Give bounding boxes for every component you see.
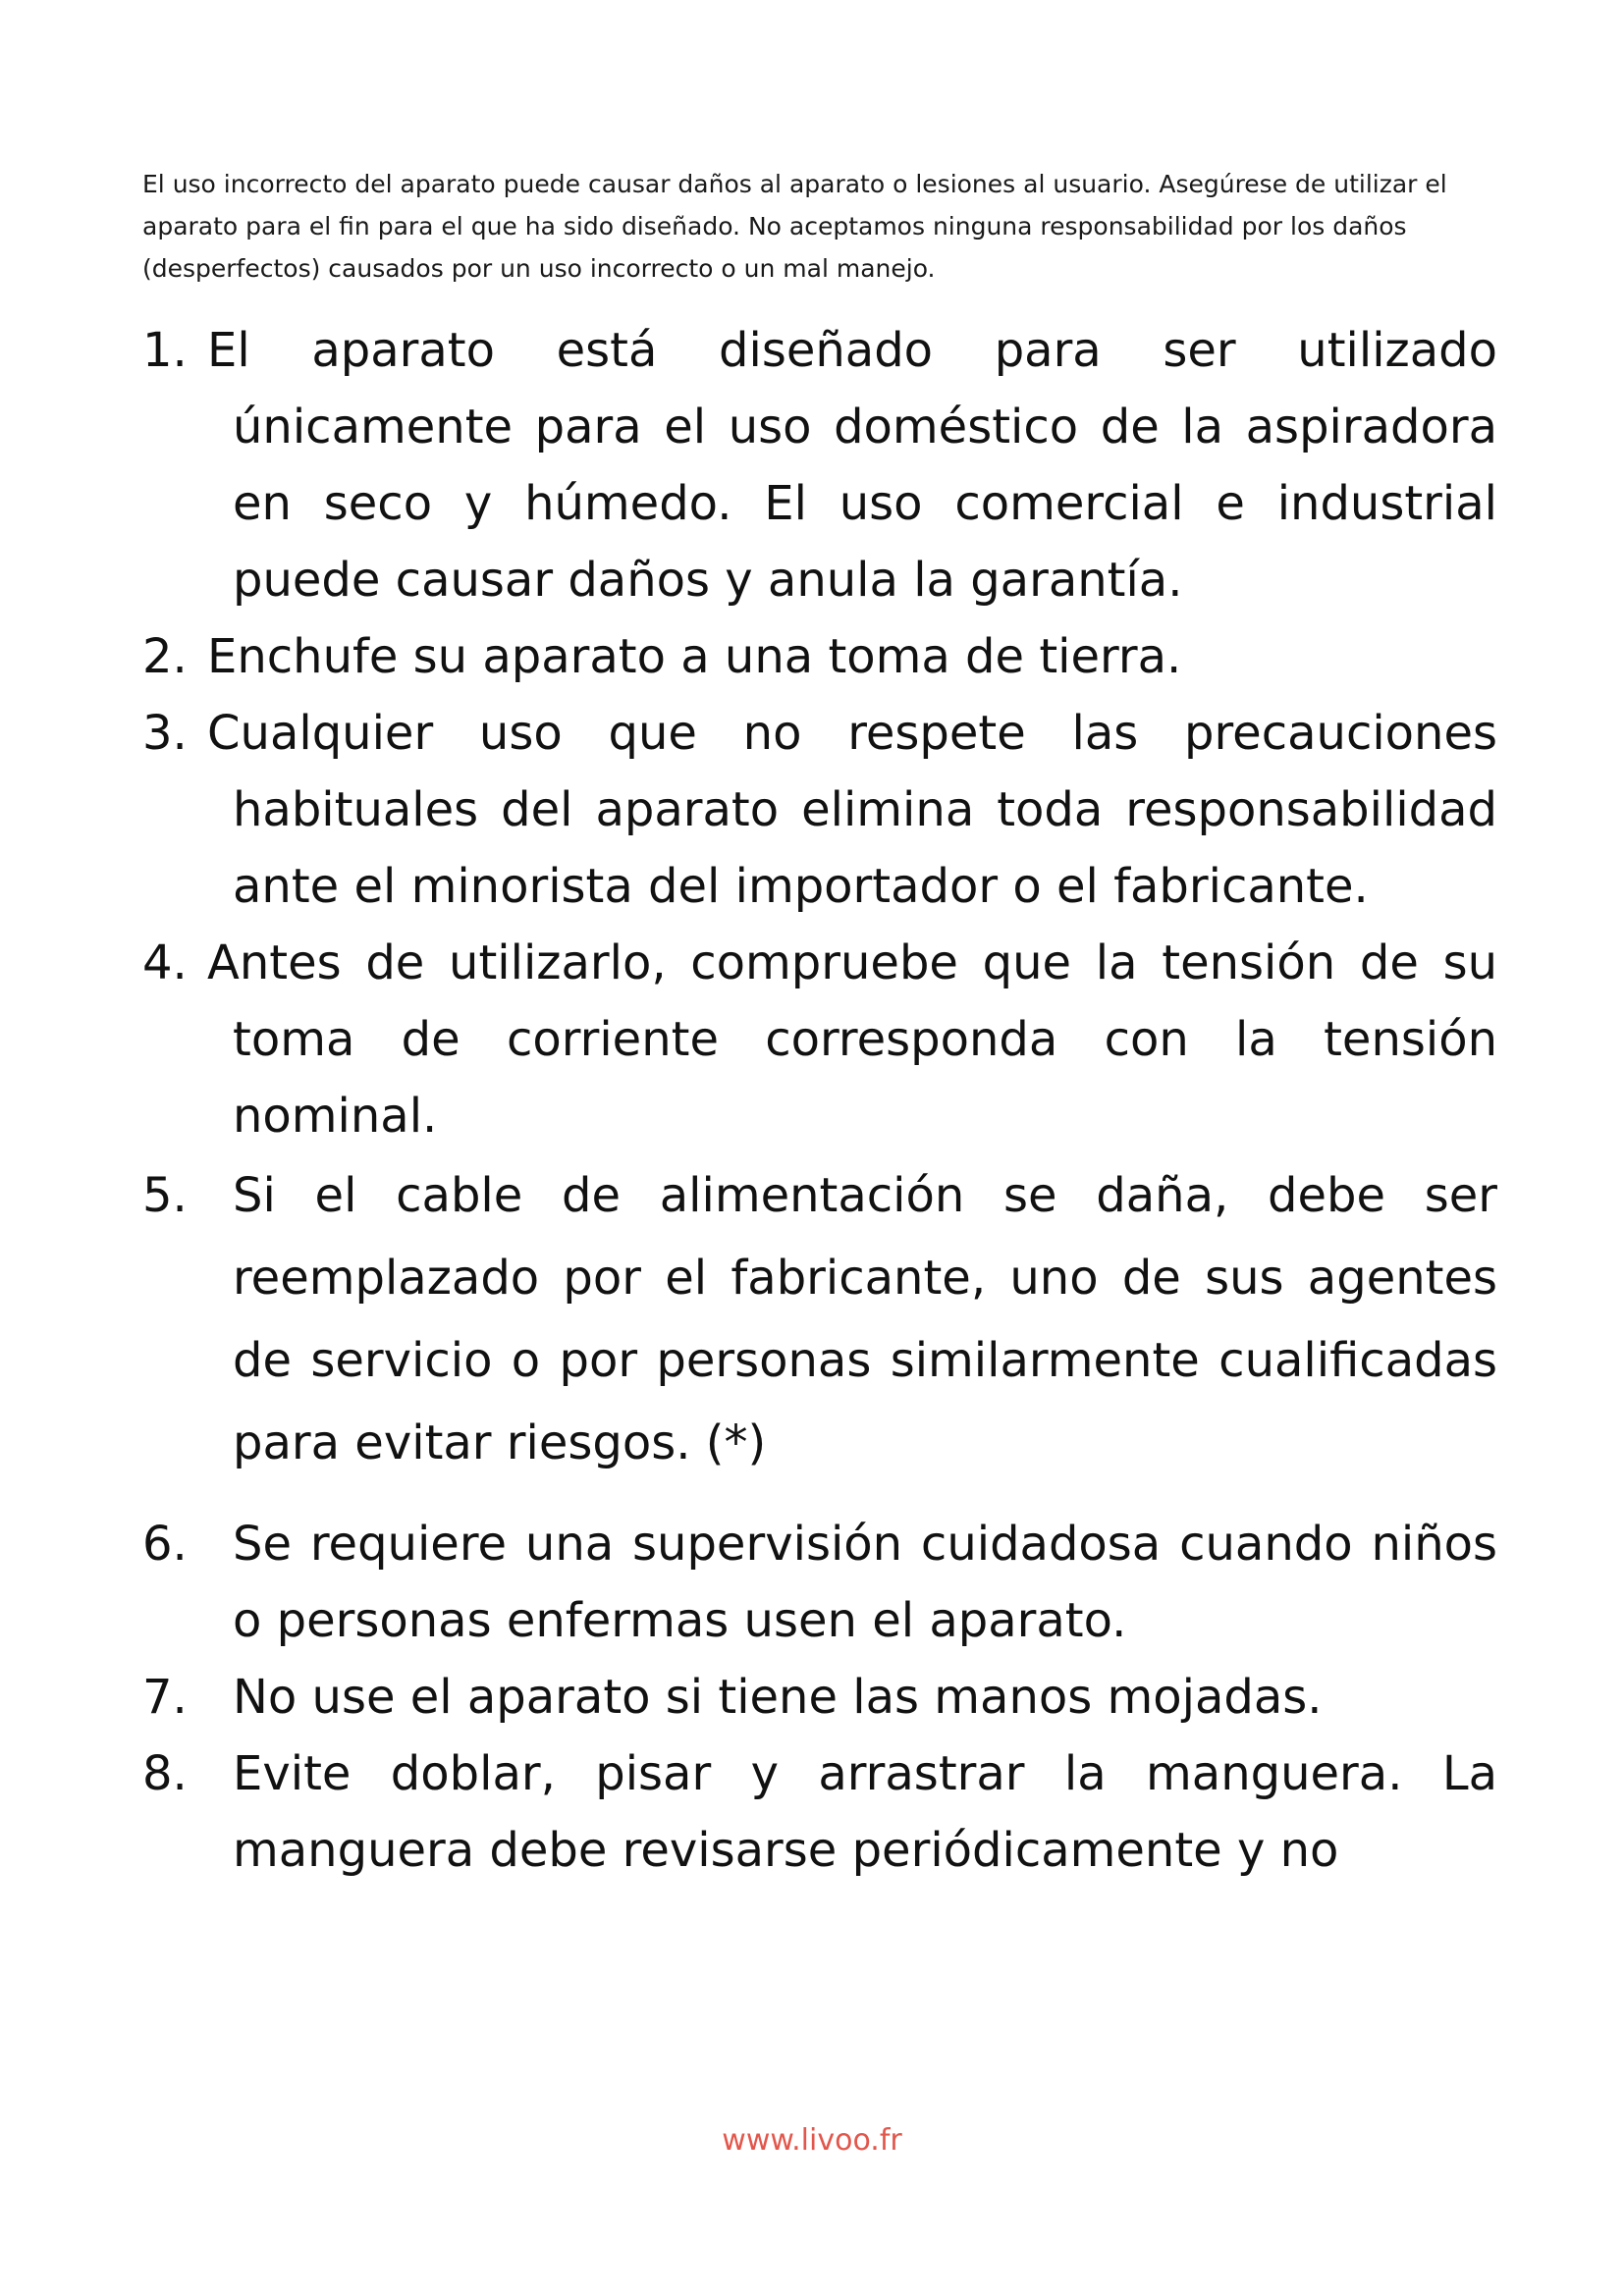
item-number: 3. [142, 706, 188, 761]
item-number: 6. [142, 1517, 188, 1572]
item-number: 2. [142, 629, 188, 684]
item-text: Se requiere una supervisión cuidadosa cuando niños o personas enfermas usen el aparato. [233, 1517, 1497, 1648]
safety-instructions-list [142, 312, 1497, 1889]
item-text: Enchufe su aparato a una toma de tierra. [207, 629, 1182, 684]
item-text: No use el aparato si tiene las manos mojadas. [233, 1670, 1323, 1725]
list-item [142, 695, 1497, 925]
item-text: Cualquier uso que no respete las precauciones habituales del aparato elimina toda responsabilidad ante el minorista del importador o el fabricante. [207, 706, 1497, 914]
item-number: 8. [142, 1746, 188, 1801]
list-item [142, 1659, 1497, 1735]
list-item [142, 1154, 1497, 1484]
item-number: 1. [142, 323, 188, 378]
footer-url: www.livoo.fr [722, 2123, 902, 2158]
item-number: 5. [142, 1168, 188, 1223]
item-text: Antes de utilizarlo, compruebe que la tensión de su toma de corriente corresponda con la tensión nominal. [207, 935, 1497, 1144]
list-item [142, 1506, 1497, 1659]
item-number: 4. [142, 935, 188, 990]
item-text: Si el cable de alimentación se daña, debe ser reemplazado por el fabricante, uno de sus agentes de servicio o por personas similarmente cualificadas para evitar riesgos. (*) [233, 1168, 1497, 1470]
intro-paragraph: El uso incorrecto del aparato puede causar daños al aparato o lesiones al usuario. Asegúrese de utilizar el aparato para el fin para el que ha sido diseñado. No aceptamos ninguna responsabilidad por los daños (desperfectos) causados por un uso incorrecto o un mal manejo. [142, 170, 1447, 283]
item-number: 7. [142, 1670, 188, 1725]
list-item [142, 1735, 1497, 1889]
list-item [142, 312, 1497, 618]
item-text: Evite doblar, pisar y arrastrar la manguera. La manguera debe revisarse periódicamente y no [233, 1746, 1497, 1878]
list-item [142, 618, 1497, 695]
list-item [142, 925, 1497, 1154]
item-text: El aparato está diseñado para ser utilizado únicamente para el uso doméstico de la aspiradora en seco y húmedo. El uso comercial e industrial puede causar daños y anula la garantía. [207, 323, 1497, 608]
